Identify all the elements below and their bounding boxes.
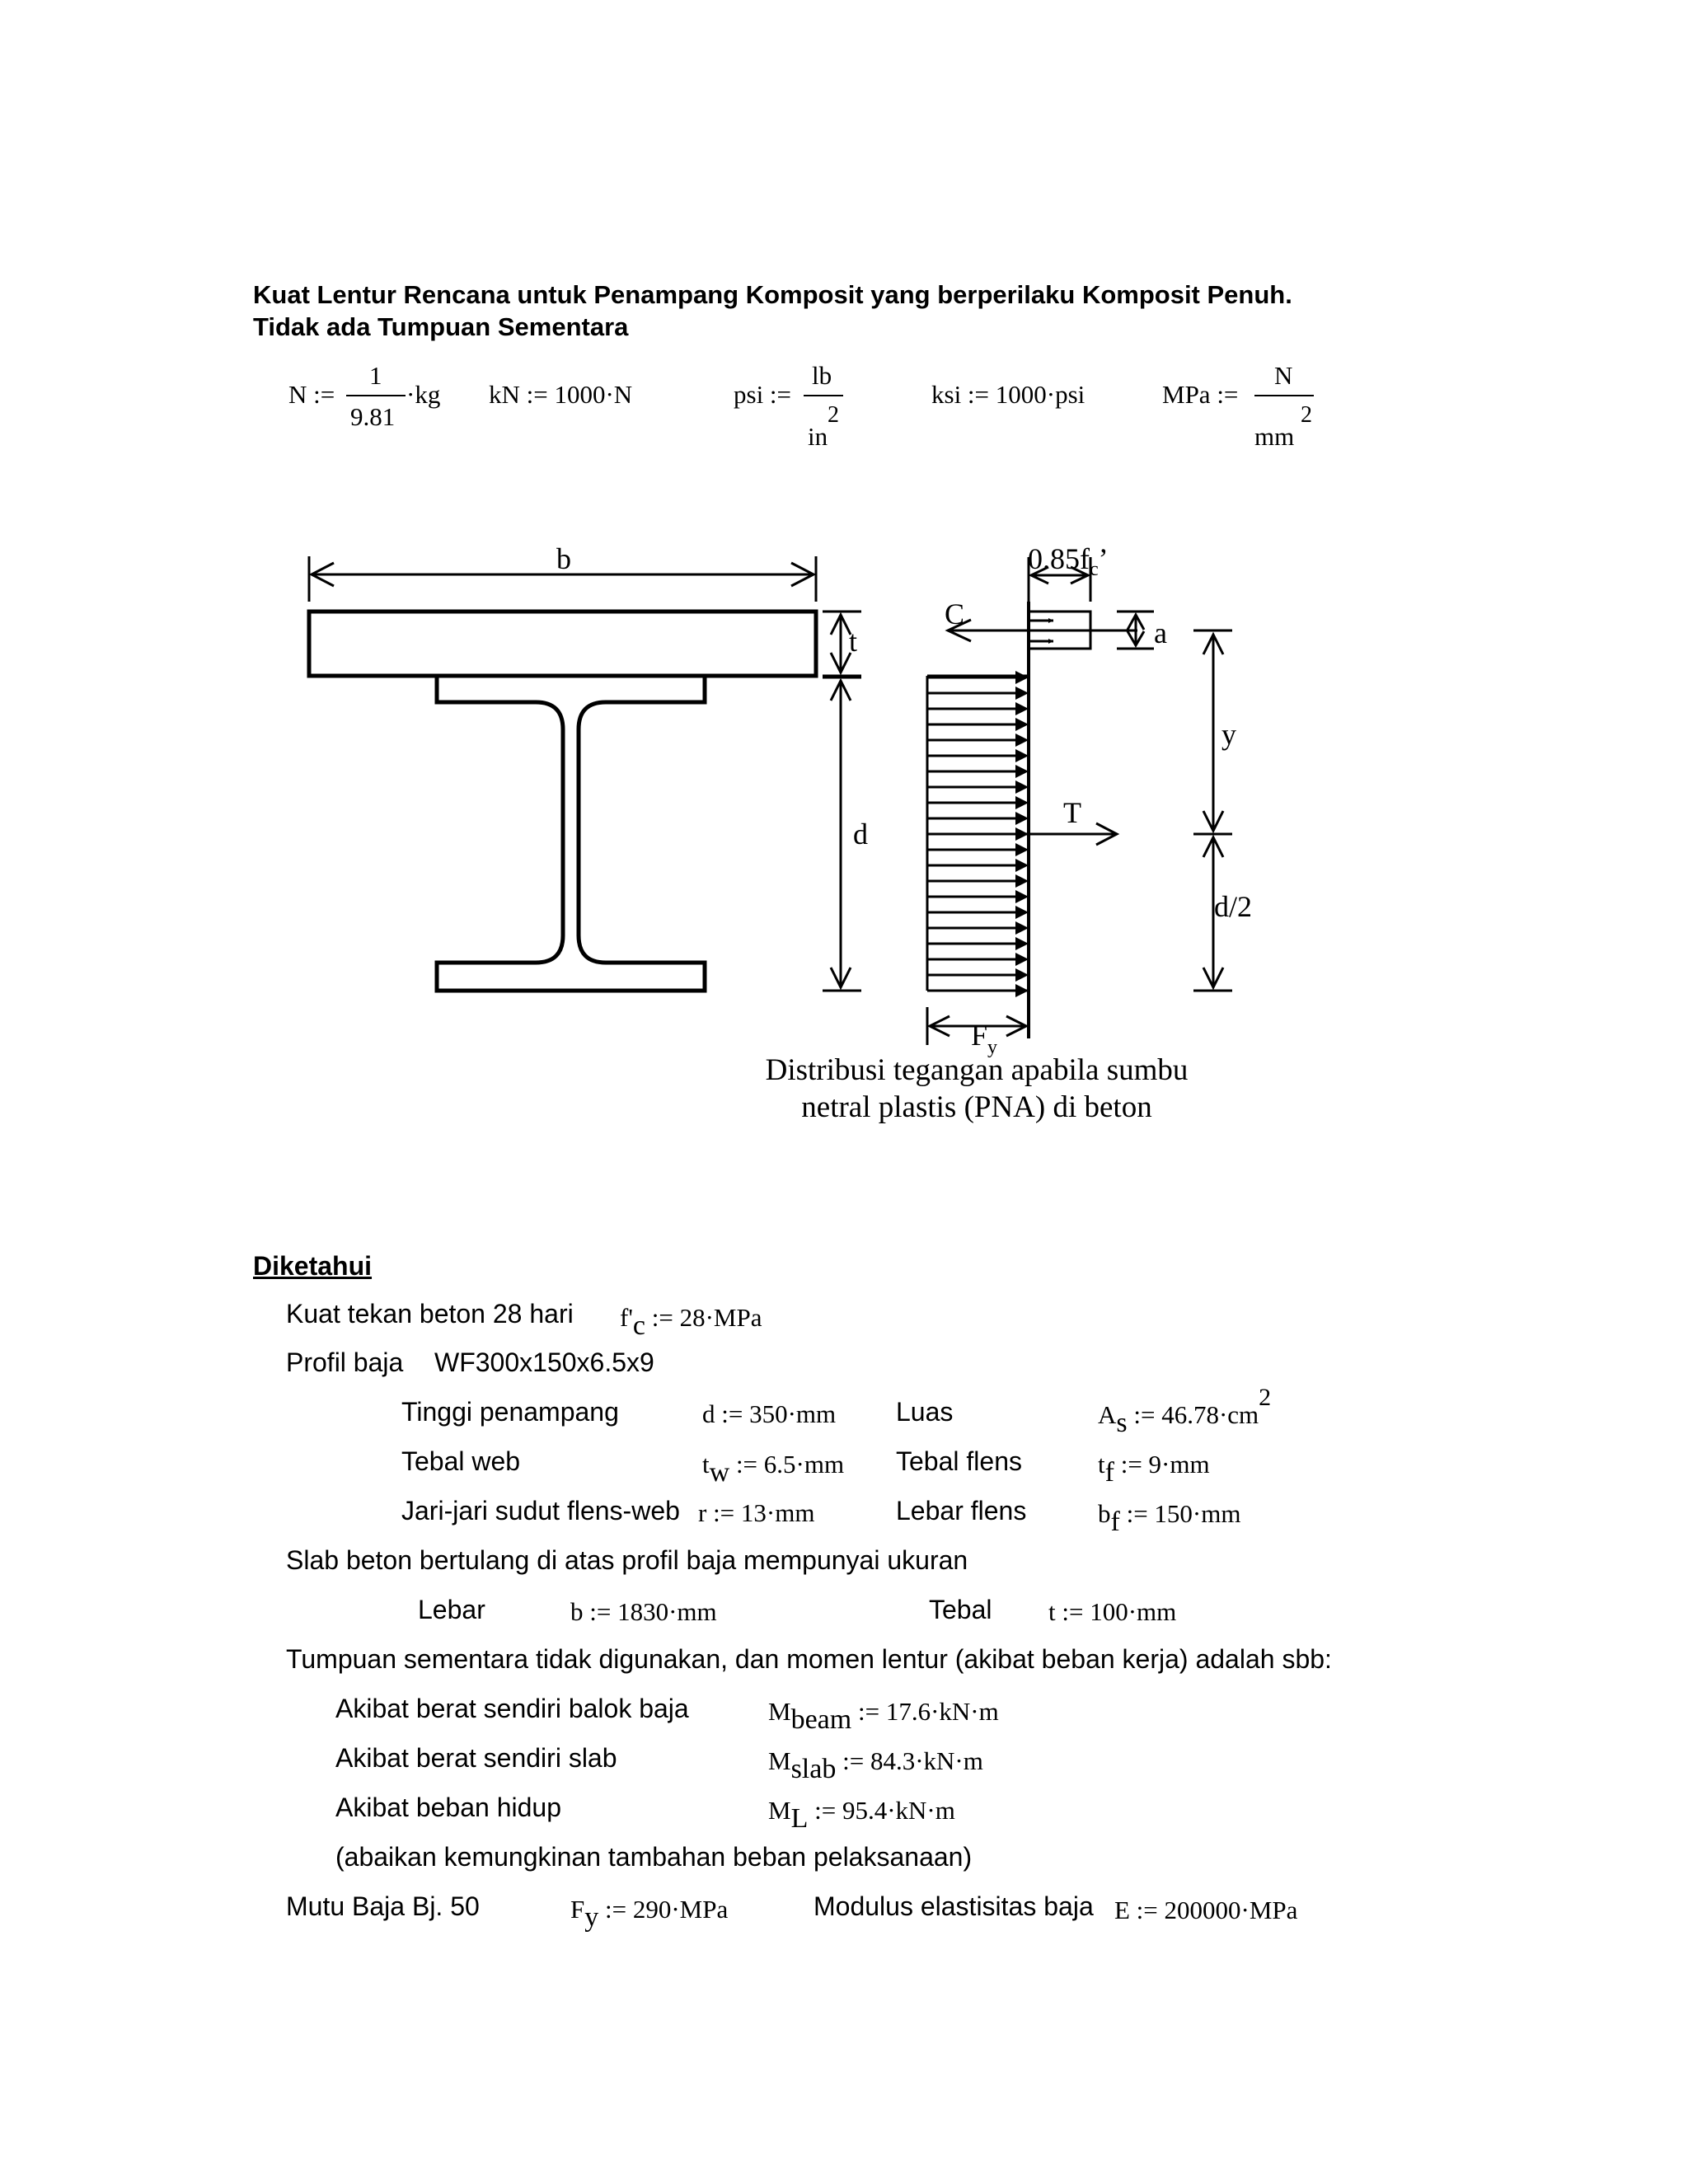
steel-concrete-section	[309, 612, 816, 991]
slab-width-value: b := 1830·mm	[570, 1597, 717, 1626]
label-T: T	[1063, 796, 1081, 829]
flange-width-value: bf := 150·mm	[1098, 1499, 1241, 1537]
construction-load-note: (abaikan kemungkinan tambahan beban pelaksanaan)	[335, 1842, 973, 1872]
stress-distribution	[927, 602, 1137, 1038]
unit-psi-numerator: lb	[812, 361, 832, 390]
moment-live-label: Akibat beban hidup	[335, 1793, 561, 1822]
wf-steel-profile	[437, 676, 705, 991]
tension-arrow-head	[1015, 968, 1029, 982]
height-label: Tinggi penampang	[401, 1397, 619, 1427]
title-line-2: Tidak ada Tumpuan Sementara	[253, 312, 629, 341]
tension-arrow-head	[1015, 843, 1029, 856]
moment-live-value: ML := 95.4·kN·m	[768, 1796, 955, 1834]
tension-arrow-head	[1015, 718, 1029, 731]
tension-arrow-head	[1015, 796, 1029, 809]
tension-arrow-head	[1015, 812, 1029, 825]
tension-arrow-head	[1015, 687, 1029, 700]
slab-label: Slab beton bertulang di atas profil baja mempunyai ukuran	[286, 1545, 968, 1575]
modulus-value: E := 200000·MPa	[1114, 1896, 1298, 1924]
unit-MPa-exponent: 2	[1301, 402, 1312, 428]
tension-arrow-head	[1015, 671, 1029, 684]
modulus-label: Modulus elastisitas baja	[814, 1891, 1094, 1921]
label-t: t	[849, 625, 858, 658]
unit-N-lhs: N :=	[288, 380, 335, 409]
web-thickness-label: Tebal web	[401, 1446, 521, 1476]
tension-arrow-head	[1015, 765, 1029, 778]
tension-arrow-head	[1015, 921, 1029, 935]
moment-beam-value: Mbeam := 17.6·kN·m	[768, 1697, 999, 1735]
tension-arrow-head	[1015, 874, 1029, 888]
slab-width-label: Lebar	[418, 1595, 485, 1624]
label-C: C	[945, 598, 965, 630]
unit-MPa-lhs: MPa :=	[1162, 380, 1239, 409]
web-thickness-value: tw := 6.5·mm	[702, 1450, 845, 1488]
yield-stress-value: Fy := 290·MPa	[570, 1895, 729, 1933]
unit-N-denominator: 9.81	[350, 402, 396, 431]
flange-thickness-value: tf := 9·mm	[1098, 1450, 1210, 1488]
label-d: d	[853, 818, 868, 851]
radius-value: r := 13·mm	[698, 1498, 815, 1527]
concrete-strength-value: f'c := 28·MPa	[620, 1303, 762, 1341]
moment-beam-label: Akibat berat sendiri balok baja	[335, 1694, 689, 1723]
moment-slab-value: Mslab := 84.3·kN·m	[768, 1746, 983, 1784]
flange-width-label: Lebar flens	[896, 1496, 1027, 1526]
figure-caption-line-2: netral plastis (PNA) di beton	[801, 1090, 1152, 1124]
steel-grade-label: Mutu Baja Bj. 50	[286, 1891, 480, 1921]
figure-caption-line-1: Distribusi tegangan apabila sumbu	[765, 1053, 1189, 1087]
title-line-1: Kuat Lentur Rencana untuk Penampang Komposit yang berperilaku Komposit Penuh.	[253, 280, 1292, 309]
concrete-strength-label: Kuat tekan beton 28 hari	[286, 1299, 574, 1329]
tension-arrow-head	[1015, 906, 1029, 919]
given-heading: Diketahui	[253, 1251, 373, 1281]
unit-MPa-denominator: mm	[1254, 422, 1295, 451]
tension-arrow-head	[1015, 890, 1029, 903]
flange-thickness-label: Tebal flens	[896, 1446, 1022, 1476]
label-d-half: d/2	[1214, 890, 1253, 923]
unit-psi-denominator: in	[808, 422, 828, 451]
tension-arrow-head	[1015, 859, 1029, 872]
tension-arrow-head	[1015, 953, 1029, 966]
label-y: y	[1221, 718, 1236, 751]
tension-arrow-head	[1015, 702, 1029, 715]
slab-thickness-value: t := 100·mm	[1048, 1597, 1177, 1626]
concrete-slab	[309, 612, 816, 676]
tension-arrow-head	[1015, 984, 1029, 997]
slab-thickness-label: Tebal	[929, 1595, 992, 1624]
label-b: b	[556, 542, 571, 575]
support-text: Tumpuan sementara tidak digunakan, dan momen lentur (akibat beban kerja) adalah sbb:	[286, 1644, 1332, 1674]
moment-slab-label: Akibat berat sendiri slab	[335, 1743, 617, 1773]
label-fy: $F_y$	[971, 1019, 998, 1058]
unit-kN: kN := 1000·N	[489, 380, 633, 409]
tension-arrow-head	[1015, 780, 1029, 794]
unit-MPa-numerator: N	[1274, 361, 1293, 390]
height-value: d := 350·mm	[702, 1399, 837, 1428]
tension-arrow-head	[1015, 749, 1029, 762]
profile-value: WF300x150x6.5x9	[434, 1347, 654, 1377]
unit-ksi: ksi := 1000·psi	[931, 380, 1085, 409]
label-a: a	[1154, 616, 1167, 649]
radius-label: Jari-jari sudut flens-web	[401, 1496, 680, 1526]
profile-label: Profil baja	[286, 1347, 404, 1377]
unit-psi-exponent: 2	[828, 402, 839, 428]
tension-arrow-head	[1015, 733, 1029, 747]
area-value: As := 46.78·cm2	[1098, 1384, 1272, 1438]
unit-psi-lhs: psi :=	[734, 380, 792, 409]
unit-N-numerator: 1	[369, 361, 382, 390]
area-label: Luas	[896, 1397, 954, 1427]
unit-N-tail: ·kg	[406, 380, 441, 409]
tension-arrow-head	[1015, 937, 1029, 950]
label-fc: $0.85f_c$’	[1028, 542, 1109, 580]
